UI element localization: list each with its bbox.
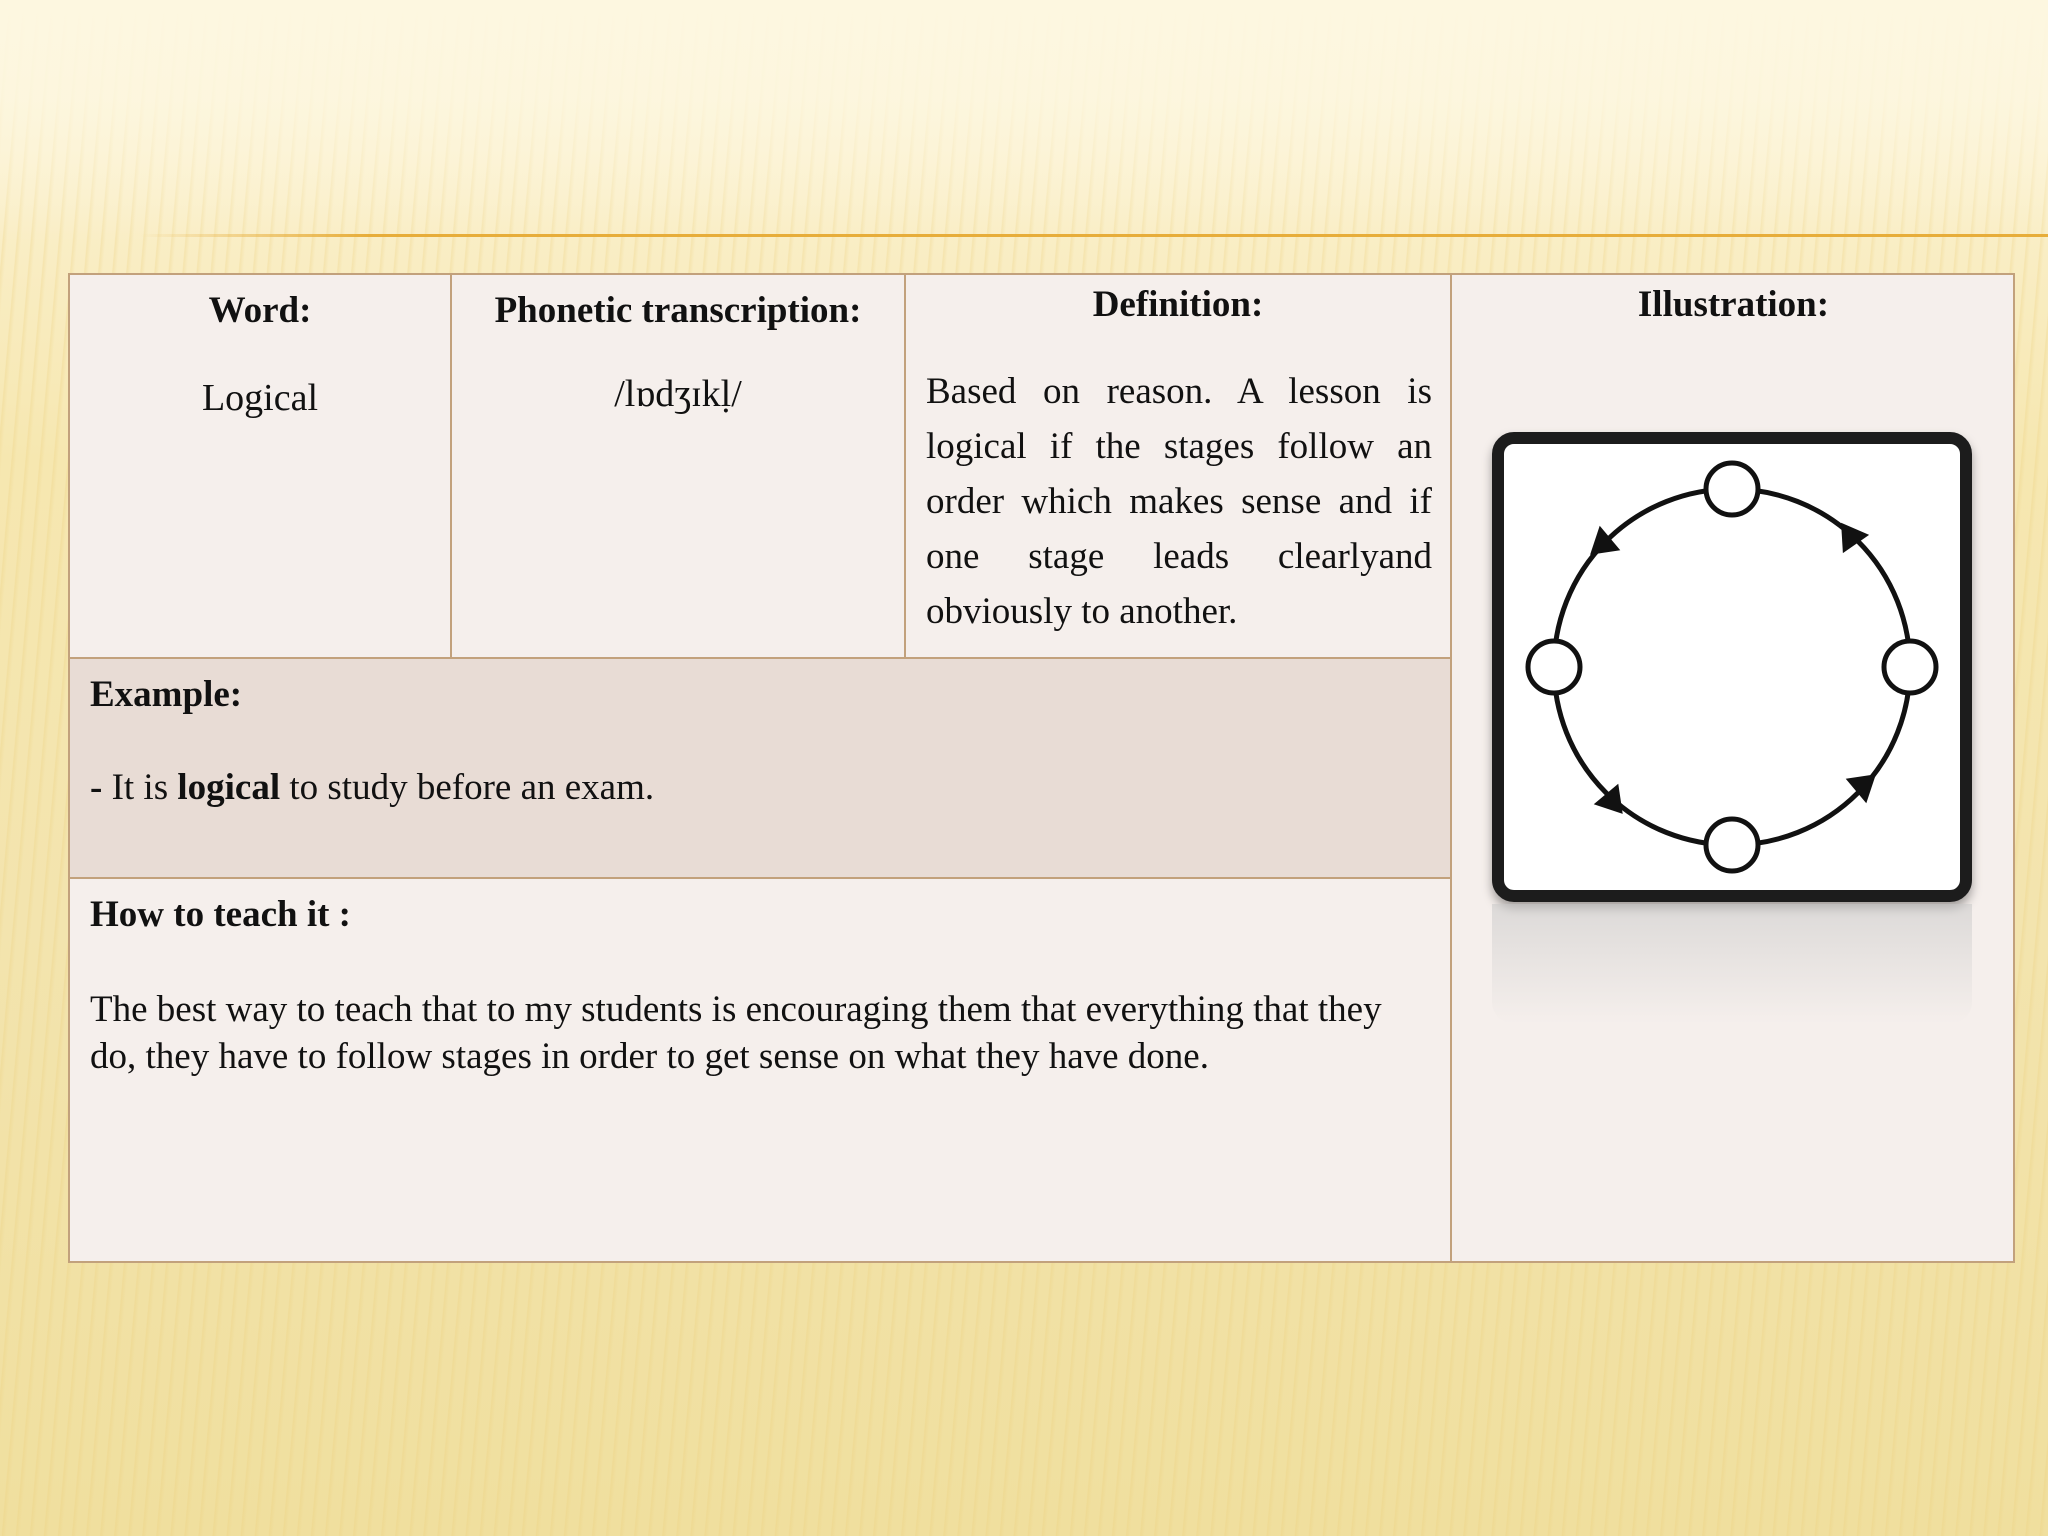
word-cell xyxy=(70,275,452,659)
diagram-reflection xyxy=(1492,904,1972,1024)
illustration-header: Illustration: xyxy=(1637,284,1830,325)
teach-cell xyxy=(70,879,1452,1263)
example-cell xyxy=(70,659,1452,879)
teach-text: The best way to teach that to my students is encouraging them that everything that they do, they have to follow stages in order to get sense on what they have done. xyxy=(90,989,1382,1077)
example-post: to study before an exam. xyxy=(280,767,655,808)
phonetic-cell xyxy=(452,275,906,659)
cycle-node-left xyxy=(1528,641,1580,693)
definition-text: Based on reason. A lesson is logical if the stages follow an order which makes sense and if one stage leads clearlyand obviously to another. xyxy=(926,371,1432,632)
example-dash: - xyxy=(90,767,103,808)
phonetic-header: Phonetic transcription: xyxy=(494,290,862,331)
example-keyword: logical xyxy=(177,767,281,808)
definition-cell xyxy=(906,275,1452,659)
word-value: Logical xyxy=(201,377,319,419)
cycle-diagram-graphic xyxy=(1504,444,1960,890)
example-pre: It is xyxy=(102,767,178,808)
cycle-node-right xyxy=(1884,641,1936,693)
cycle-node-bottom xyxy=(1706,819,1758,871)
word-header: Word: xyxy=(208,290,312,331)
example-header: Example: xyxy=(90,674,243,715)
example-sentence xyxy=(90,766,1450,809)
background-fade xyxy=(0,0,2048,240)
cycle-node-top xyxy=(1706,463,1758,515)
phonetic-value: /lɒdʒɪkḷ/ xyxy=(614,373,742,415)
header-divider xyxy=(140,234,2048,237)
definition-header: Definition: xyxy=(1092,284,1264,325)
cycle-diagram-icon xyxy=(1492,432,1972,902)
teach-header: How to teach it : xyxy=(90,894,351,935)
